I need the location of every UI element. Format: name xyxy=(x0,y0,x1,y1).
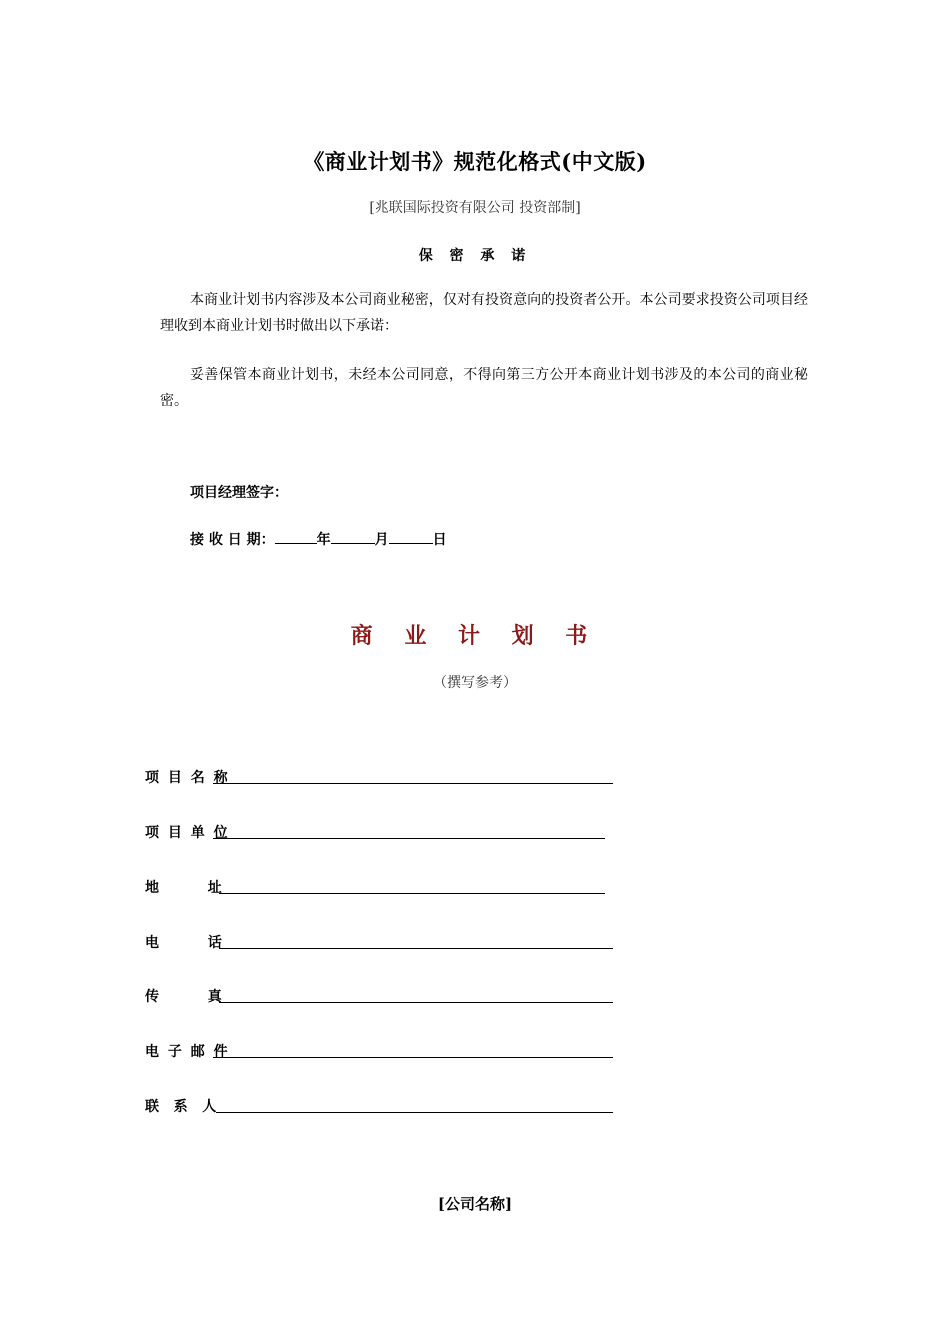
business-plan-title: 商 业 计 划 书 xyxy=(350,623,600,649)
year-label: 年 xyxy=(316,532,331,548)
manager-signature-label: 项目经理签字： xyxy=(190,485,288,501)
field-phone xyxy=(145,932,615,956)
address-line[interactable] xyxy=(219,893,605,894)
phone-line[interactable] xyxy=(219,948,613,949)
field-label: 电 话 xyxy=(145,935,222,951)
project-name-line[interactable] xyxy=(213,783,613,784)
contact-person-line[interactable] xyxy=(216,1112,613,1113)
field-fax xyxy=(145,986,615,1010)
field-address xyxy=(145,877,615,901)
commitment-paragraph: 妥善保管本商业计划书，未经本公司同意，不得向第三方公开本商业计划书涉及的本公司的商业秘密。 xyxy=(160,367,808,409)
day-label: 日 xyxy=(432,532,447,548)
field-label: 项 目 名 称 xyxy=(145,770,230,786)
field-contact-person xyxy=(145,1096,615,1120)
field-label: 传 真 xyxy=(145,989,222,1005)
email-line[interactable] xyxy=(213,1057,613,1058)
field-label: 项 目 单 位 xyxy=(145,825,230,841)
field-email xyxy=(145,1041,615,1065)
fax-line[interactable] xyxy=(219,1002,613,1003)
company-name: [公司名称] xyxy=(437,1195,513,1213)
field-label: 地 址 xyxy=(145,880,222,896)
document-subtitle: [兆联国际投资有限公司 投资部制] xyxy=(369,200,581,216)
business-plan-note: （撰写参考） xyxy=(433,675,517,691)
field-label: 电 子 邮 件 xyxy=(145,1044,230,1060)
receipt-date-label: 接 收 日 期： xyxy=(190,532,275,548)
month-blank[interactable] xyxy=(331,529,375,544)
field-label: 联 系 人 xyxy=(145,1099,217,1115)
confidentiality-heading: 保 密 承 诺 xyxy=(418,248,532,264)
project-unit-line[interactable] xyxy=(213,838,605,839)
day-blank[interactable] xyxy=(389,529,433,544)
field-project-name xyxy=(145,767,615,791)
field-project-unit xyxy=(145,822,615,846)
year-blank[interactable] xyxy=(275,529,317,544)
receipt-date-row xyxy=(190,529,447,549)
month-label: 月 xyxy=(374,532,389,548)
document-title: 《商业计划书》规范化格式(中文版) xyxy=(303,149,647,174)
confidentiality-paragraph: 本商业计划书内容涉及本公司商业秘密，仅对有投资意向的投资者公开。本公司要求投资公司项目经理收到本商业计划书时做出以下承诺： xyxy=(160,292,808,334)
